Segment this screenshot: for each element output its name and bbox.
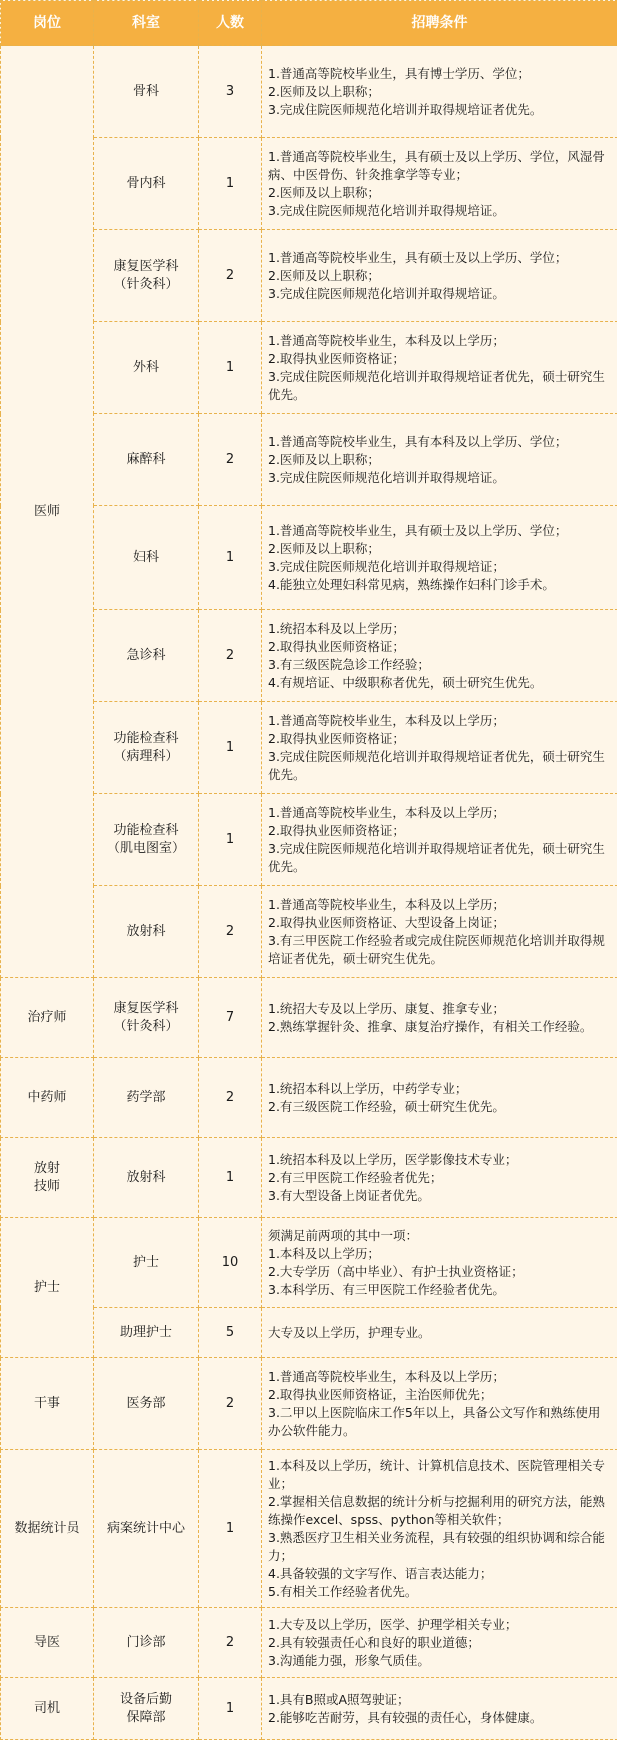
count-cell: 2 (199, 610, 262, 702)
count-cell: 1 (199, 138, 262, 230)
table-row (1, 1358, 617, 1450)
table-row (1, 794, 617, 886)
requirements-cell: 1.普通高等院校毕业生，本科及以上学历； 2.取得执业医师资格证，主治医师优先； 3.二甲以上医院临床工作5年以上，具备公文写作和熟练使用办公软件能力。 (262, 1358, 617, 1450)
count-cell: 1 (199, 506, 262, 610)
table-row (1, 1608, 617, 1678)
dept-cell: 外科 (94, 322, 199, 414)
count-cell: 2 (199, 230, 262, 322)
count-cell: 10 (199, 1218, 262, 1308)
count-cell: 2 (199, 1608, 262, 1678)
header-post: 岗位 (1, 1, 94, 46)
header-requirements: 招聘条件 (262, 1, 617, 46)
dept-cell: 康复医学科 （针灸科） (94, 978, 199, 1058)
header-dept: 科室 (94, 1, 199, 46)
dept-cell: 急诊科 (94, 610, 199, 702)
requirements-cell: 1.普通高等院校毕业生，本科及以上学历； 2.取得执业医师资格证； 3.完成住院医师规范化培训并取得规培证者优先，硕士研究生优先。 (262, 702, 617, 794)
dept-cell: 医务部 (94, 1358, 199, 1450)
table-row (1, 138, 617, 230)
count-cell: 3 (199, 46, 262, 138)
count-cell: 1 (199, 1138, 262, 1218)
table-row (1, 1678, 617, 1740)
table-row (1, 610, 617, 702)
post-cell: 护士 (1, 1218, 94, 1358)
requirements-cell: 大专及以上学历，护理专业。 (262, 1308, 617, 1358)
table-row (1, 978, 617, 1058)
dept-cell: 护士 (94, 1218, 199, 1308)
count-cell: 1 (199, 1450, 262, 1608)
requirements-cell: 1.统招大专及以上学历、康复、推拿专业； 2.熟练掌握针灸、推拿、康复治疗操作，有相关工作经验。 (262, 978, 617, 1058)
dept-cell: 病案统计中心 (94, 1450, 199, 1608)
dept-cell: 骨内科 (94, 138, 199, 230)
table-row (1, 1218, 617, 1308)
post-cell: 干事 (1, 1358, 94, 1450)
count-cell: 1 (199, 702, 262, 794)
post-cell: 中药师 (1, 1058, 94, 1138)
requirements-cell: 1.具有B照或A照驾驶证； 2.能够吃苦耐劳，具有较强的责任心，身体健康。 (262, 1678, 617, 1740)
requirements-cell: 须满足前两项的其中一项： 1.本科及以上学历； 2.大专学历（高中毕业）、有护士执业资格证； 3.本科学历、有三甲医院工作经验者优先。 (262, 1218, 617, 1308)
dept-cell: 设备后勤 保障部 (94, 1678, 199, 1740)
table-row (1, 506, 617, 610)
table-row (1, 702, 617, 794)
header-count: 人数 (199, 1, 262, 46)
table-row (1, 322, 617, 414)
table-row (1, 46, 617, 138)
requirements-cell: 1.普通高等院校毕业生，具有博士学历、学位； 2.医师及以上职称； 3.完成住院医师规范化培训并取得规培证者优先。 (262, 46, 617, 138)
post-cell: 司机 (1, 1678, 94, 1740)
requirements-cell: 1.统招本科及以上学历，医学影像技术专业； 2.有三甲医院工作经验者优先； 3.有大型设备上岗证者优先。 (262, 1138, 617, 1218)
post-cell: 导医 (1, 1608, 94, 1678)
post-cell: 医师 (1, 46, 94, 978)
post-cell: 治疗师 (1, 978, 94, 1058)
table-row (1, 1308, 617, 1358)
dept-cell: 康复医学科 （针灸科） (94, 230, 199, 322)
post-cell: 数据统计员 (1, 1450, 94, 1608)
requirements-cell: 1.大专及以上学历，医学、护理学相关专业； 2.具有较强责任心和良好的职业道德； 3.沟通能力强，形象气质佳。 (262, 1608, 617, 1678)
dept-cell: 放射科 (94, 886, 199, 978)
post-cell: 放射 技师 (1, 1138, 94, 1218)
requirements-cell: 1.普通高等院校毕业生，具有硕士及以上学历、学位，风湿骨病、中医骨伤、针灸推拿学等专业； 2.医师及以上职称； 3.完成住院医师规范化培训并取得规培证。 (262, 138, 617, 230)
count-cell: 5 (199, 1308, 262, 1358)
requirements-cell: 1.普通高等院校毕业生，本科及以上学历； 2.取得执业医师资格证； 3.完成住院医师规范化培训并取得规培证者优先，硕士研究生优先。 (262, 322, 617, 414)
dept-cell: 麻醉科 (94, 414, 199, 506)
dept-cell: 功能检查科 （病理科） (94, 702, 199, 794)
table-row (1, 414, 617, 506)
count-cell: 1 (199, 794, 262, 886)
requirements-cell: 1.统招本科以上学历，中药学专业； 2.有三级医院工作经验，硕士研究生优先。 (262, 1058, 617, 1138)
dept-cell: 助理护士 (94, 1308, 199, 1358)
table-row (1, 1450, 617, 1608)
table-row (1, 1058, 617, 1138)
requirements-cell: 1.本科及以上学历，统计、计算机信息技术、医院管理相关专业； 2.掌握相关信息数据的统计分析与挖掘利用的研究方法，能熟练操作excel、spss、python等相关软件； 3.熟悉医疗卫生相关业务流程，具有较强的组织协调和综合能力； 4.具备较强的文字写作、语言表达能力； 5.有相关工作经验者优先。 (262, 1450, 617, 1608)
dept-cell: 妇科 (94, 506, 199, 610)
count-cell: 2 (199, 1058, 262, 1138)
table-row (1, 230, 617, 322)
requirements-cell: 1.普通高等院校毕业生，本科及以上学历； 2.取得执业医师资格证、大型设备上岗证； 3.有三甲医院工作经验者或完成住院医师规范化培训并取得规培证者优先，硕士研究生优先。 (262, 886, 617, 978)
requirements-cell: 1.普通高等院校毕业生，具有硕士及以上学历、学位； 2.医师及以上职称； 3.完成住院医师规范化培训并取得规培证； 4.能独立处理妇科常见病，熟练操作妇科门诊手术。 (262, 506, 617, 610)
dept-cell: 药学部 (94, 1058, 199, 1138)
count-cell: 2 (199, 886, 262, 978)
count-cell: 1 (199, 1678, 262, 1740)
requirements-cell: 1.普通高等院校毕业生，具有本科及以上学历、学位； 2.医师及以上职称； 3.完成住院医师规范化培训并取得规培证。 (262, 414, 617, 506)
count-cell: 7 (199, 978, 262, 1058)
header-row (1, 1, 617, 46)
table-row (1, 1138, 617, 1218)
requirements-cell: 1.普通高等院校毕业生，本科及以上学历； 2.取得执业医师资格证； 3.完成住院医师规范化培训并取得规培证者优先，硕士研究生优先。 (262, 794, 617, 886)
dept-cell: 功能检查科 （肌电图室） (94, 794, 199, 886)
requirements-cell: 1.统招本科及以上学历； 2.取得执业医师资格证； 3.有三级医院急诊工作经验； 4.有规培证、中级职称者优先，硕士研究生优先。 (262, 610, 617, 702)
table-row (1, 886, 617, 978)
count-cell: 2 (199, 414, 262, 506)
dept-cell: 放射科 (94, 1138, 199, 1218)
dept-cell: 骨科 (94, 46, 199, 138)
count-cell: 1 (199, 322, 262, 414)
dept-cell: 门诊部 (94, 1608, 199, 1678)
count-cell: 2 (199, 1358, 262, 1450)
requirements-cell: 1.普通高等院校毕业生，具有硕士及以上学历、学位； 2.医师及以上职称； 3.完成住院医师规范化培训并取得规培证。 (262, 230, 617, 322)
